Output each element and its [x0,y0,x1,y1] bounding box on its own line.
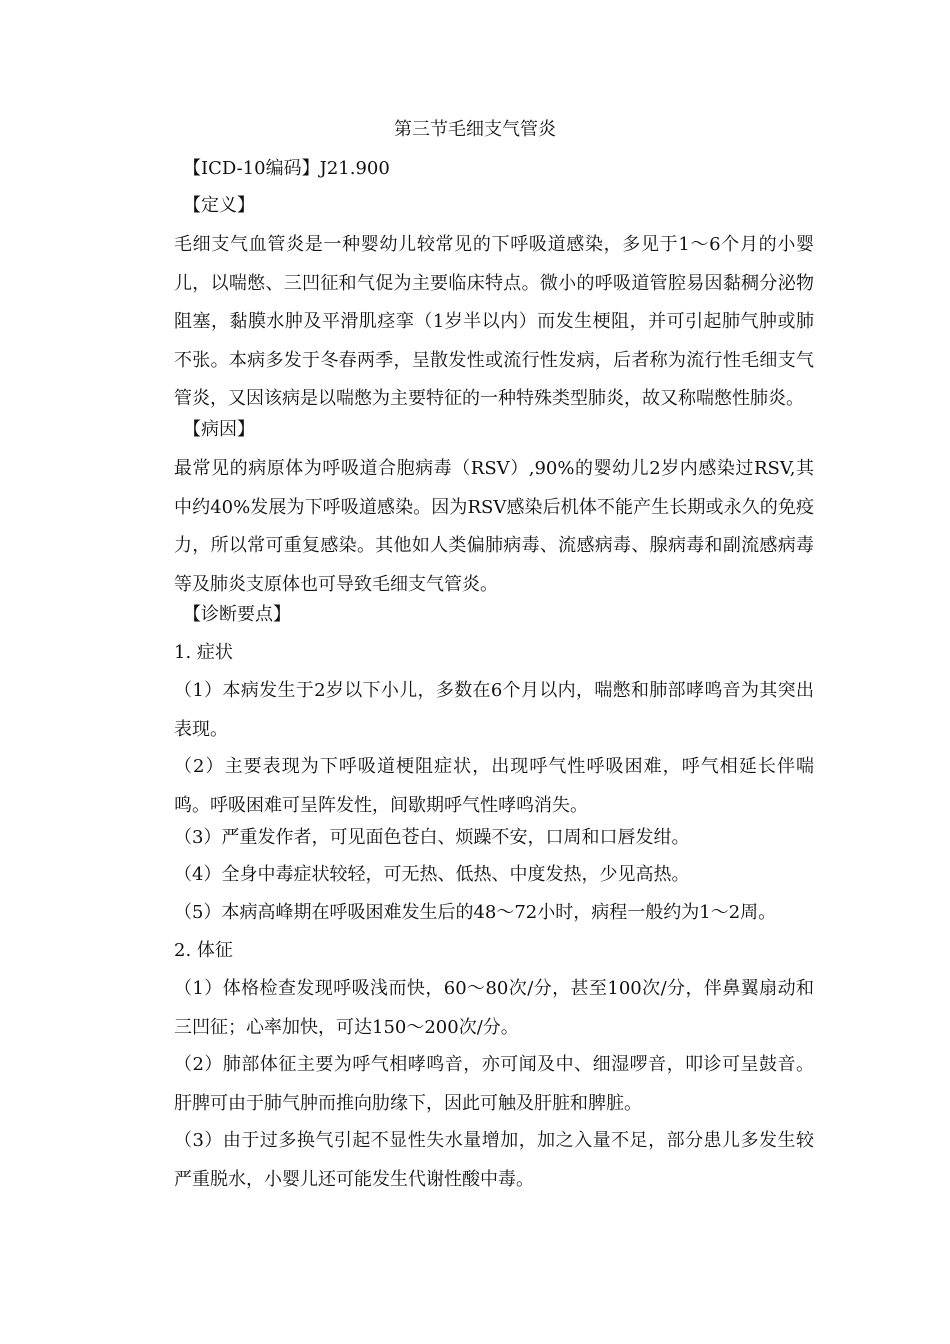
symptom-item-4: （4）全身中毒症状较轻，可无热、低热、中度发热，少见高热。 [174,864,690,885]
icd-code: 【ICD-10编码】J21.900 [183,158,390,179]
sign-item-3: （3）由于过多换气引起不显性失水量增加，加之入量不足，部分患儿多发生较严重脱水，小婴儿还可能发生代谢性酸中毒。 [174,1130,814,1190]
symptoms-heading: 1. 症状 [174,642,233,663]
sign-item-1: （1）体格检查发现呼吸浅而快，60～80次/分，甚至100次/分，伴鼻翼扇动和三凹征；心率加快，可达150～200次/分。 [174,978,814,1038]
signs-heading: 2. 体征 [174,940,233,961]
diagnosis-heading: 【诊断要点】 [183,604,291,625]
sign-item-2: （2）肺部体征主要为呼气相哮鸣音，亦可闻及中、细湿啰音，叩诊可呈鼓音。肝脾可由于肺气肿而推向肋缘下，因此可触及肝脏和脾脏。 [174,1054,814,1114]
symptom-item-5: （5）本病高峰期在呼吸困难发生后的48～72小时，病程一般约为1～2周。 [174,902,777,923]
etiology-heading: 【病因】 [183,419,255,440]
symptom-item-1: （1）本病发生于2岁以下小儿，多数在6个月以内，喘憋和肺部哮鸣音为其突出表现。 [174,680,814,740]
definition-heading: 【定义】 [183,195,255,216]
etiology-paragraph: 最常见的病原体为呼吸道合胞病毒（RSV）,90%的婴幼儿2岁内感染过RSV,其中约40%发展为下呼吸道感染。因为RSV感染后机体不能产生长期或永久的免疫力，所以常可重复感染。其他如人类偏肺病毒、流感病毒、腺病毒和副流感病毒等及肺炎支原体也可导致毛细支气管炎。 [174,458,814,595]
symptom-item-3: （3）严重发作者，可见面色苍白、烦躁不安，口周和口唇发绀。 [174,827,690,848]
symptom-item-2: （2）主要表现为下呼吸道梗阻症状，出现呼气性呼吸困难，呼气相延长伴喘鸣。呼吸困难可呈阵发性，间歇期呼气性哮鸣消失。 [174,756,814,816]
section-title: 第三节毛细支气管炎 [394,119,556,140]
definition-paragraph: 毛细支气血管炎是一种婴幼儿较常见的下呼吸道感染，多见于1～6个月的小婴儿，以喘憋、三凹征和气促为主要临床特点。微小的呼吸道管腔易因黏稠分泌物阻塞，黏膜水肿及平滑肌痉挛（1岁半以内）而发生梗阻，并可引起肺气肿或肺不张。本病多发于冬春两季，呈散发性或流行性发病，后者称为流行性毛细支气管炎，又因该病是以喘憋为主要特征的一种特殊类型肺炎，故又称喘憋性肺炎。 [174,234,814,409]
